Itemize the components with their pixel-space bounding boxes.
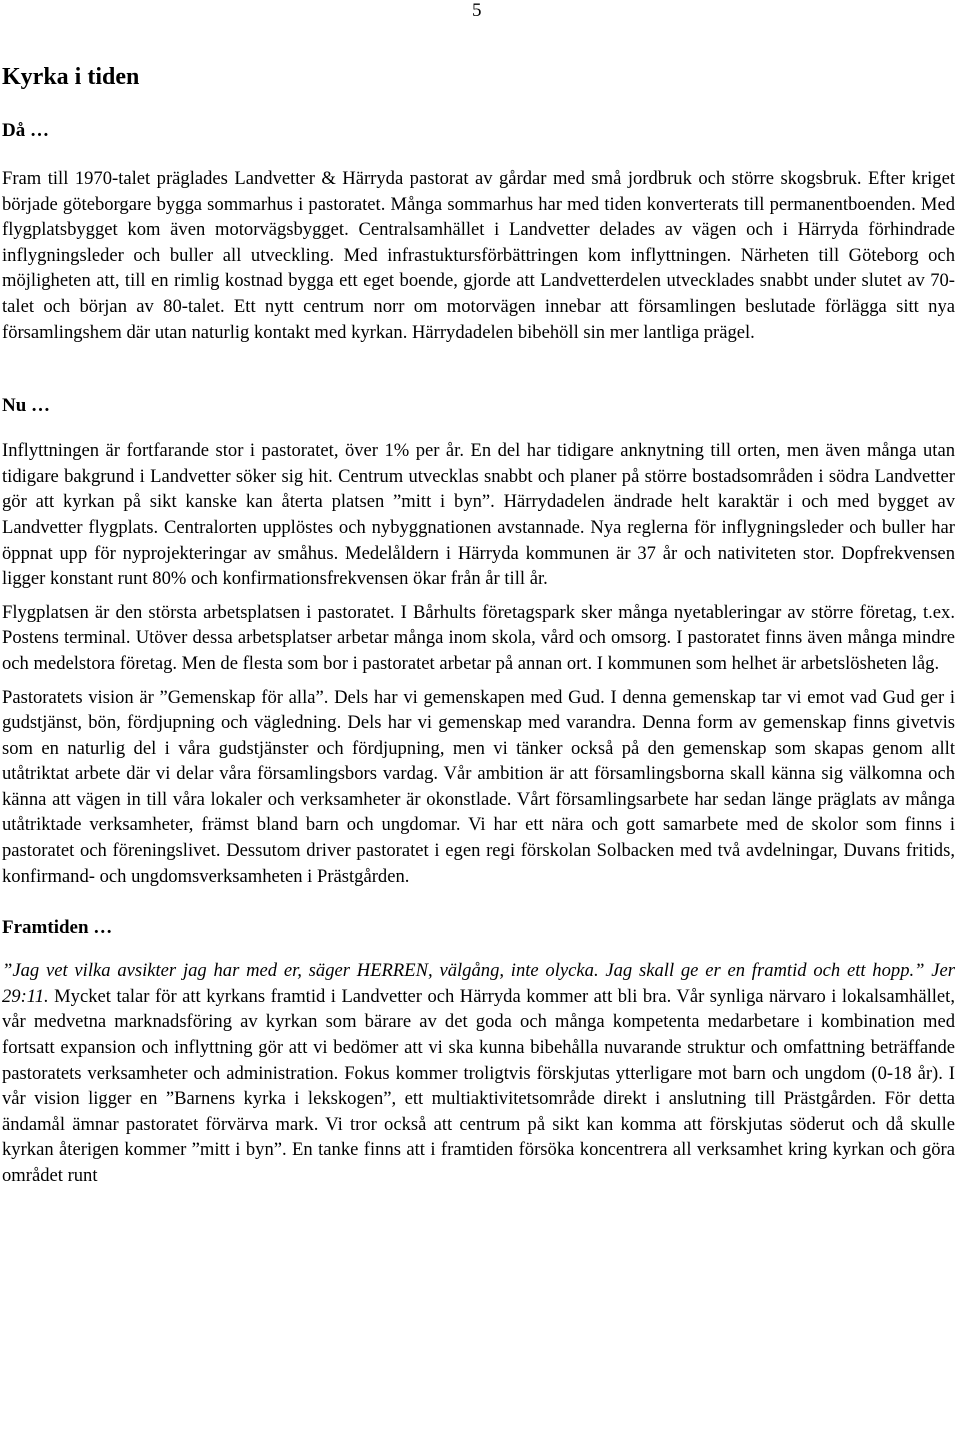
paragraph-then-1: Fram till 1970-talet präglades Landvetter & Härryda pastorat av gårdar med små jordbruk och större skogsbruk. Efter kriget började göteborgare bygga sommarhus i pastoratet. Många sommarhus har med tiden konverterats till permanentboenden. Med flygplatsbygget kom även motorvägsbygget. Centralsamhället i Landvetter delades av vägen och i Härryda förhindrade inflygningsleder och buller all utveckling. Med infrastuktursförbättringen kom inflyttningen. Närheten till Göteborg och möjligheten att, till en rimlig kostnad bygga ett eget boende, gjorde att Landvetterdelen utvecklades snabbt under slutet av 70-talet och början av 80-talet. Ett nytt centrum norr om motorvägen innebar att församlingen beslutade förlägga sitt nya församlingshem där utan naturlig kontakt med kyrkan. Härrydadelen bibehöll sin mer lantliga prägel. <box>2 168 955 343</box>
section-now <box>2 393 955 889</box>
page-number: 5 <box>472 0 482 21</box>
section-heading-now: Nu … <box>2 395 51 417</box>
section-heading-then: Då … <box>2 120 49 141</box>
paragraph-future-1 <box>2 958 955 1188</box>
paragraph-now-2: Flygplatsen är den största arbetsplatsen i pastoratet. I Bårhults företagspark sker många nyetableringar av större företag, t.ex. Postens terminal. Utöver dessa arbetsplatser arbetar många inom skola, vård och omsorg. I pastoratet finns även många mindre och medelstora företag. Men de flesta som bor i pastoratet arbetar på annan ort. I kommunen som helhet är arbetslösheten låg. <box>2 601 955 674</box>
section-future <box>2 915 955 1188</box>
section-then <box>2 118 955 345</box>
paragraph-future-text: Mycket talar för att kyrkans framtid i Landvetter och Härryda kommer att bli bra. Vår synliga närvaro i lokalsamhället, vår medvetna marknadsföring av kyrkan som bärare av det goda och många kompetenta medarbetare i kombination med fortsatt expansion och inflyttning gör att vi bedömer att vi ska kunna bibehålla nuvarande struktur och omfattning beträffande pastoratets verksamheter och administration. Fokus kommer troligtvis förskjutas ytterligare mot barn och ungdom (0-18 år). I vår vision ligger en ”Barnens kyrka i lekskogen”, ett multiaktivitetsområde direkt i anslutning till Prästgården. För detta ändamål ämnar pastoratet förvärva mark. Vi tror också att centrum på sikt kan komma att förskjutas söderut och då skulle kyrkan återigen kommer ”mitt i byn”. En tanke finns att i framtiden försöka koncentrera all verksamhet kring kyrkan och göra området runt <box>2 985 955 1186</box>
section-heading-future: Framtiden … <box>2 917 113 939</box>
bible-quote: ”Jag vet vilka avsikter jag har med er, säger HERREN, välgång, inte olycka. Jag skall ge er en framtid och ett hopp.” Jer 29:11. <box>2 960 955 1007</box>
paragraph-now-3: Pastoratets vision är ”Gemenskap för alla”. Dels har vi gemenskapen med Gud. I denna gemenskap tar vi emot vad Gud ger i gudstjänst, bön, fördjupning och vägledning. Dels har vi gemenskap med varandra. Denna form av gemenskap finns givetvis som en naturlig del i våra gudstjänster och fördjupning, men vi tänker också på den gemenskap som skapas genom allt utåtriktat arbete där vi delar våra församlingsbors vardag. Vår ambition är att församlingsborna skall känna sig välkomna och känna att vägen in till våra lokaler och verksamheter är okonstlade. Vårt församlingsarbete har sedan länge präglats av många utåtriktade verksamheter, främst bland barn och ungdomar. Vi har ett nära och gott samarbete med de skolor som finns i pastoratet och föreningslivet. Dessutom driver pastoratet i egen regi förskolan Solbacken med två avdelningar, Duvans fritids, konfirmand- och ungdomsverksamheten i Prästgården. <box>2 686 955 887</box>
paragraph-now-1: Inflyttningen är fortfarande stor i pastoratet, över 1% per år. En del har tidigare anknytning till orten, men även många utan tidigare bakgrund i Landvetter söker sig hit. Centrum utvecklas snabbt och planer på större bostadsområden i södra Landvetter gör att kyrkan på sikt kanske kan återta platsen ”mitt i byn”. Härrydadelen ändrade helt karaktär i och med bygget av Landvetter flygplats. Centralorten upplöstes och nybyggnationen avstannade. Nya reglerna för inflygningsleder och buller har öppnat upp för nyprojekteringar av småhus. Medelåldern i Härryda kommunen är 37 år och nativiteten stor. Dopfrekvensen ligger konstant runt 80% och konfirmationsfrekvensen ökar från år till år. <box>2 440 955 590</box>
document-body <box>2 60 955 1189</box>
page-title: Kyrka i tiden <box>2 64 140 90</box>
